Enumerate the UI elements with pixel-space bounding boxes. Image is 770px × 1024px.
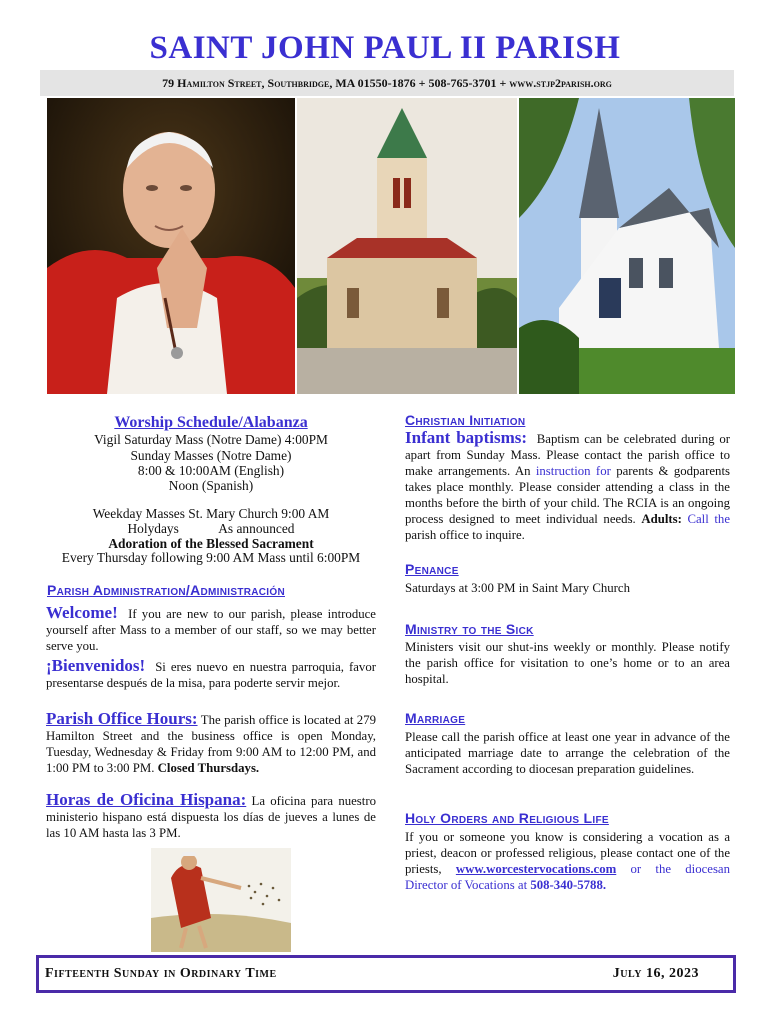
liturgical-day: Fifteenth Sunday in Ordinary Time (45, 966, 277, 981)
vocations-url[interactable]: www.worcestervocations.com (455, 862, 617, 876)
adoration-title: Adoration of the Blessed Sacrament (108, 536, 314, 551)
worship-line: Every Thursday following 9:00 AM Mass until 6:00PM (61, 550, 361, 565)
christian-initiation-heading: Christian Initiation (405, 412, 526, 428)
office-hours-lead: Parish Office Hours: (46, 709, 198, 728)
holy-orders-text: If you or someone you know is considering a vocation as a priest, deacon or professed religious, please contact one of the priests, (405, 830, 730, 876)
worship-line: 8:00 & 10:00AM (English) (137, 463, 285, 478)
welcome-text: If you are new to our parish, please introduce yourself after Mass to a member of our staff, so we may better serve you. (46, 607, 376, 653)
holy-orders-paragraph (405, 829, 730, 893)
marriage-text: Please call the parish office at least one year in advance of the anticipated marriage date to arrange the celebration of the Sacrament according to diocesan preparation guidelines. (405, 730, 730, 776)
infant-baptisms-lead: Infant baptisms: (405, 428, 528, 447)
worship-line: Vigil Saturday Mass (Notre Dame) 4:00PM (94, 432, 328, 447)
initiation-text: Baptism can be celebrated during or apart from Sunday Mass. Please contact the parish office to make arrangements. An (405, 432, 730, 478)
bienvenidos-text: Si eres nuevo en nuestra parroquia, favor presentarse después de la misa, para poderte servir mejor. (46, 660, 376, 690)
initiation-paragraph (405, 430, 730, 543)
bienvenidos-lead: ¡Bienvenidos! (46, 656, 146, 675)
holy-orders-heading: Holy Orders and Religious Life (405, 810, 609, 826)
hispanic-hours-lead: Horas de Oficina Hispana: (46, 790, 247, 809)
worship-line: Sunday Masses (Notre Dame) (130, 448, 292, 463)
hispanic-hours-text: La oficina para nuestro ministerio hispano está dispuesta los días de jueves a lunes de las 10 AM hasta las 3 PM. (46, 794, 377, 840)
welcome-paragraph (46, 605, 376, 654)
closed-thursdays: Closed Thursdays. (157, 761, 260, 775)
bienvenidos-paragraph (46, 658, 376, 691)
adults-label: Adults: (641, 512, 682, 526)
ministry-to-sick-text: Ministers visit our shut-ins weekly or monthly. Please notify the parish office for visitation to one’s home or to an area hospital. (405, 640, 730, 686)
welcome-lead: Welcome! (46, 603, 118, 622)
bulletin-date: July 16, 2023 (612, 966, 699, 981)
instruction-link[interactable]: instruction for (535, 464, 611, 478)
vocations-phone: 508-340-5788. (530, 878, 607, 892)
sower-illustration (151, 848, 291, 952)
penance-heading: Penance (405, 561, 459, 577)
worship-schedule-title: Worship Schedule/Alabanza (114, 414, 308, 431)
parish-title: SAINT JOHN PAUL II PARISH (149, 30, 621, 66)
holy-orders-text: or the diocesan Director of Vocations at (405, 862, 731, 892)
worship-line: Weekday Masses St. Mary Church 9:00 AM (92, 506, 330, 521)
parish-administration-heading: Parish Administration/Administración (47, 582, 285, 598)
initiation-text: parish office to inquire. (405, 528, 525, 542)
footer-bar (36, 955, 736, 993)
st-mary-church-photo (519, 98, 735, 394)
notre-dame-church-photo (297, 98, 517, 394)
pope-photo (47, 98, 295, 394)
initiation-text: parents & godparents takes place monthly. Please consider attending a class in the months before the birth of your child. The RCIA is an ongoing process designed to meet individual needs. (405, 464, 730, 526)
address-bar: 79 Hamilton Street, Southbridge, MA 01550-1876 + 508-765-3701 + www.stjp2parish.org (40, 70, 734, 96)
worship-line: Holydays As announced (127, 521, 295, 536)
office-hours-text: The parish office is located at 279 Hamilton Street and the business office is open Monday, Tuesday, Wednesday & Friday from 9:00 AM to 12:00 PM, and 1:00 PM to 3:00 PM. (46, 713, 376, 775)
call-link[interactable]: Call the (687, 512, 730, 526)
marriage-heading: Marriage (405, 710, 466, 726)
ministry-to-sick-heading: Ministry to the Sick (405, 621, 534, 637)
office-hours-paragraph (46, 711, 376, 776)
worship-line: Noon (Spanish) (168, 478, 254, 493)
penance-text: Saturdays at 3:00 PM in Saint Mary Church (405, 581, 630, 595)
hispanic-hours-paragraph (46, 792, 376, 841)
